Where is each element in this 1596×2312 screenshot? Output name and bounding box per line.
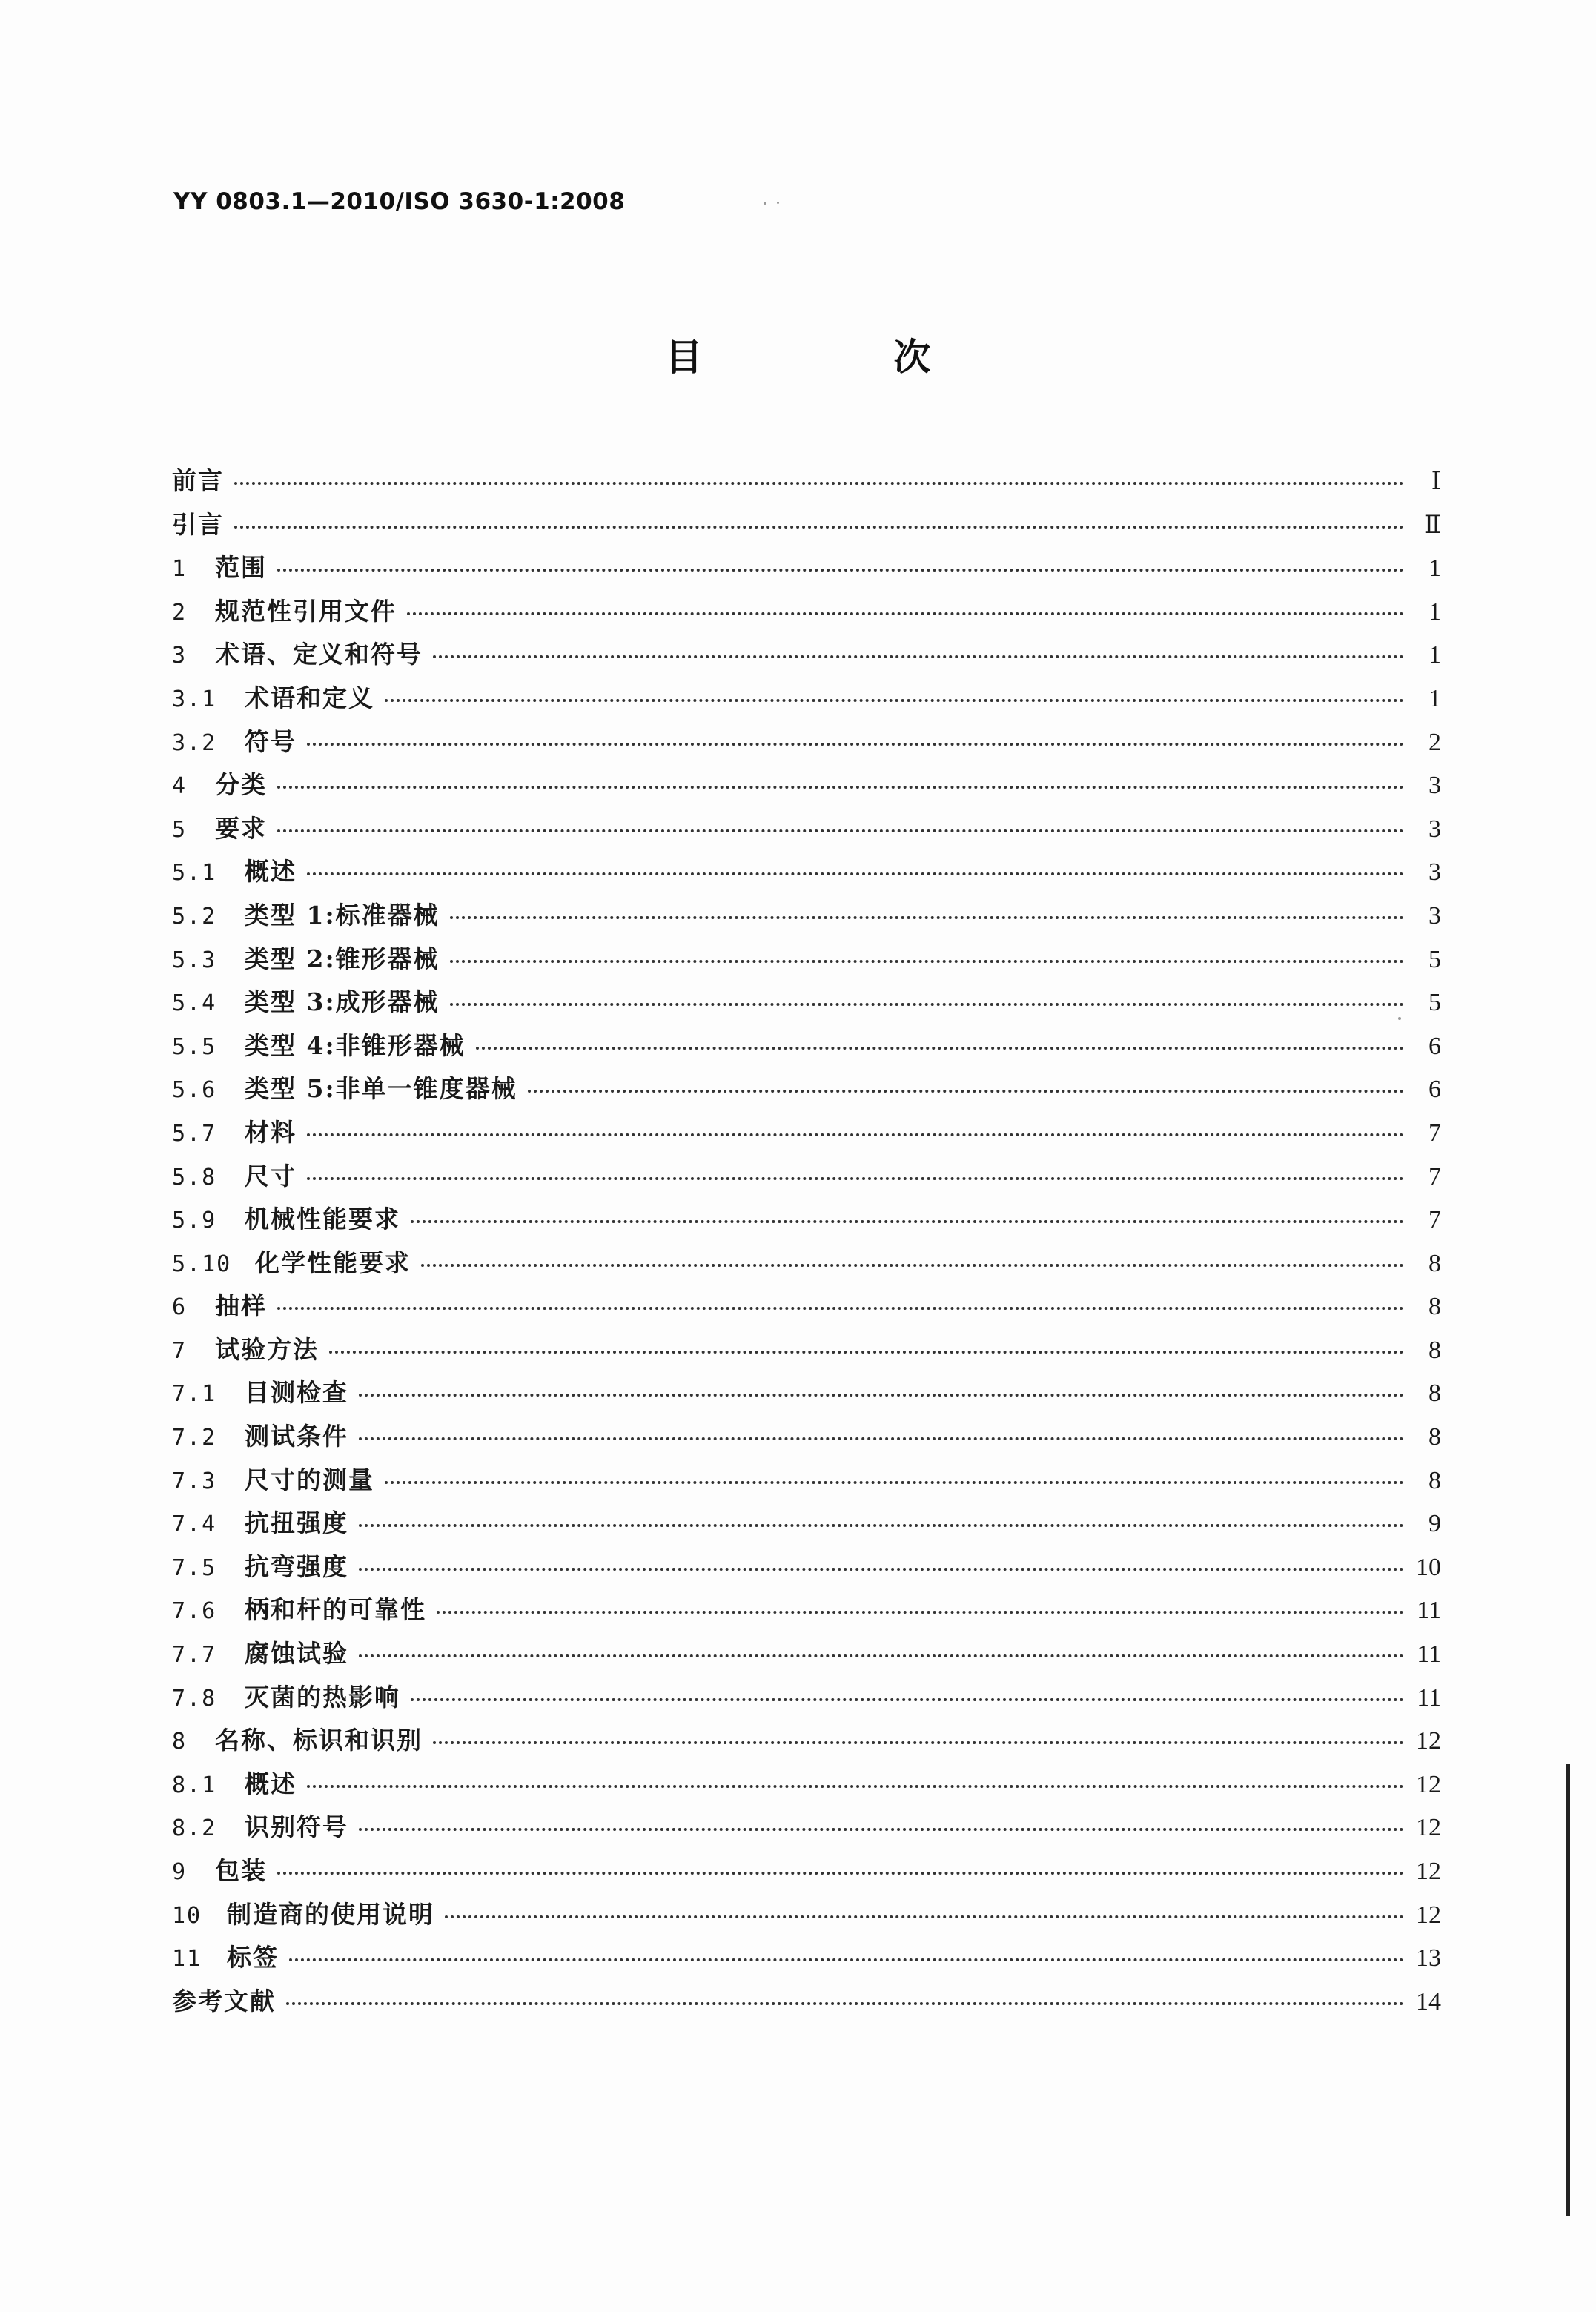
toc-dot-leader xyxy=(385,699,1404,702)
toc-entry[interactable] xyxy=(172,1371,1441,1415)
toc-entry[interactable] xyxy=(172,1632,1441,1676)
toc-entry-number: 3 xyxy=(172,643,188,669)
toc-entry-label: 概述 xyxy=(245,1769,297,1798)
toc-dot-leader xyxy=(359,1828,1404,1831)
toc-entry-label: 类型 4:非锥形器械 xyxy=(245,1030,466,1060)
toc-entry-number: 7.6 xyxy=(172,1598,217,1625)
toc-entry[interactable] xyxy=(172,460,1441,503)
toc-entry-label: 类型 1:标准器械 xyxy=(245,900,440,930)
toc-entry-number: 5.10 xyxy=(172,1251,232,1277)
toc-entry-page-number: 3 xyxy=(1428,772,1441,800)
toc-entry[interactable] xyxy=(172,1676,1441,1720)
toc-entry-page-number: 10 xyxy=(1416,1553,1441,1581)
toc-entry[interactable] xyxy=(172,1285,1441,1328)
toc-entry[interactable] xyxy=(172,1328,1441,1372)
toc-dot-leader xyxy=(307,1133,1404,1136)
scan-speck xyxy=(1398,1017,1401,1020)
toc-dot-leader xyxy=(445,1915,1404,1918)
scan-speck xyxy=(777,202,779,204)
toc-entry[interactable] xyxy=(172,1242,1441,1285)
toc-entry-number: 7.2 xyxy=(172,1425,217,1451)
toc-dot-leader xyxy=(359,1394,1404,1397)
toc-dot-leader xyxy=(359,1524,1404,1527)
toc-dot-leader xyxy=(307,743,1404,746)
toc-dot-leader xyxy=(289,1958,1404,1961)
toc-entry[interactable] xyxy=(172,938,1441,981)
toc-entry[interactable] xyxy=(172,1111,1441,1155)
toc-entry-label: 目测检查 xyxy=(245,1378,348,1408)
toc-dot-leader xyxy=(476,1047,1404,1050)
toc-entry[interactable] xyxy=(172,633,1441,677)
toc-entry-label: 机械性能要求 xyxy=(245,1205,400,1234)
toc-entry-page-number: 6 xyxy=(1428,1032,1441,1060)
toc-entry-label: 前言 xyxy=(172,466,224,495)
toc-dot-leader xyxy=(450,1003,1404,1006)
toc-entry[interactable] xyxy=(172,677,1441,721)
toc-entry-label: 材料 xyxy=(245,1117,297,1147)
toc-entry-label: 抗扭强度 xyxy=(245,1508,348,1538)
toc-entry-label: 试验方法 xyxy=(215,1334,319,1364)
toc-entry-number: 7.1 xyxy=(172,1381,217,1408)
toc-entry-page-number: Ⅰ xyxy=(1431,468,1441,495)
toc-entry-page-number: 7 xyxy=(1428,1119,1441,1147)
toc-entry-label: 柄和杆的可靠性 xyxy=(245,1595,426,1625)
toc-entry-number: 3.1 xyxy=(172,686,217,712)
toc-entry-number: 5.5 xyxy=(172,1033,217,1060)
toc-entry-label: 尺寸 xyxy=(245,1161,297,1190)
toc-entry-number: 6 xyxy=(172,1294,188,1321)
toc-entry-label: 类型 3:成形器械 xyxy=(245,987,440,1017)
toc-entry-label: 包装 xyxy=(215,1856,267,1885)
toc-entry[interactable] xyxy=(172,1024,1441,1068)
toc-dot-leader xyxy=(307,1785,1404,1788)
toc-dot-leader xyxy=(277,829,1404,832)
toc-entry-page-number: 1 xyxy=(1428,597,1441,626)
toc-entry-page-number: 2 xyxy=(1428,728,1441,756)
toc-entry-number: 5.2 xyxy=(172,903,217,930)
toc-entry-page-number: 7 xyxy=(1428,1162,1441,1190)
toc-entry[interactable] xyxy=(172,1067,1441,1111)
toc-dot-leader xyxy=(385,1481,1404,1484)
toc-entry-label: 符号 xyxy=(245,726,297,756)
toc-entry-number: 2 xyxy=(172,599,188,626)
toc-entry-label: 抽样 xyxy=(215,1291,267,1321)
toc-entry-number: 4 xyxy=(172,773,188,800)
toc-entry-page-number: 3 xyxy=(1428,815,1441,843)
toc-entry-label: 类型 5:非单一锥度器械 xyxy=(245,1074,517,1104)
toc-entry-page-number: 5 xyxy=(1428,989,1441,1017)
scan-edge-mark xyxy=(1566,1764,1570,2216)
toc-entry[interactable] xyxy=(172,1155,1441,1199)
toc-entry-number: 8 xyxy=(172,1729,188,1755)
toc-entry-number: 7 xyxy=(172,1337,188,1364)
toc-entry-label: 引言 xyxy=(172,509,224,539)
toc-entry[interactable] xyxy=(172,1502,1441,1546)
toc-entry-number: 5.7 xyxy=(172,1120,217,1147)
toc-entry[interactable] xyxy=(172,1806,1441,1849)
toc-entry-number: 8.2 xyxy=(172,1815,217,1842)
toc-entry-label: 腐蚀试验 xyxy=(245,1639,348,1669)
toc-entry-page-number: 1 xyxy=(1428,684,1441,712)
scan-speck xyxy=(764,202,766,205)
toc-entry[interactable] xyxy=(172,503,1441,547)
table-of-contents xyxy=(172,460,1441,2023)
toc-entry-number: 10 xyxy=(172,1902,202,1929)
toc-entry[interactable] xyxy=(172,1849,1441,1893)
toc-entry-page-number: 13 xyxy=(1416,1944,1441,1973)
toc-entry-page-number: 8 xyxy=(1428,1379,1441,1408)
toc-entry-label: 参考文献 xyxy=(172,1986,276,2015)
toc-dot-leader xyxy=(407,612,1404,615)
toc-entry-number: 1 xyxy=(172,556,188,583)
toc-entry-number: 11 xyxy=(172,1946,202,1973)
toc-dot-leader xyxy=(411,1698,1404,1701)
toc-entry-number: 9 xyxy=(172,1859,188,1885)
toc-entry-page-number: 11 xyxy=(1417,1683,1441,1712)
toc-entry[interactable] xyxy=(172,1415,1441,1459)
toc-entry-label: 识别符号 xyxy=(245,1812,348,1842)
toc-entry-label: 要求 xyxy=(215,813,267,843)
toc-entry-number: 5 xyxy=(172,816,188,843)
toc-dot-leader xyxy=(421,1264,1404,1267)
toc-entry-number: 7.5 xyxy=(172,1554,217,1581)
toc-entry-label: 术语、定义和符号 xyxy=(215,640,423,669)
toc-entry-label: 范围 xyxy=(215,553,267,583)
toc-entry[interactable] xyxy=(172,1936,1441,1980)
toc-dot-leader xyxy=(433,1741,1404,1744)
toc-entry-page-number: Ⅱ xyxy=(1423,511,1441,539)
toc-dot-leader xyxy=(359,1568,1404,1571)
toc-entry-page-number: 9 xyxy=(1428,1510,1441,1538)
toc-dot-leader xyxy=(411,1220,1404,1223)
toc-dot-leader xyxy=(277,786,1404,789)
toc-entry[interactable] xyxy=(172,1198,1441,1242)
toc-entry-number: 7.3 xyxy=(172,1468,217,1494)
toc-entry[interactable] xyxy=(172,721,1441,764)
toc-dot-leader xyxy=(450,960,1404,963)
page-title: 目 次 xyxy=(665,336,1020,379)
toc-entry-page-number: 8 xyxy=(1428,1336,1441,1364)
toc-entry-label: 化学性能要求 xyxy=(255,1248,411,1277)
toc-entry-page-number: 12 xyxy=(1416,1858,1441,1885)
toc-entry-page-number: 8 xyxy=(1428,1423,1441,1451)
toc-entry-page-number: 5 xyxy=(1428,945,1441,973)
toc-entry-page-number: 12 xyxy=(1416,1727,1441,1755)
toc-entry-label: 制造商的使用说明 xyxy=(227,1899,434,1929)
toc-entry[interactable] xyxy=(172,1589,1441,1632)
toc-entry-label: 分类 xyxy=(215,770,267,800)
toc-dot-leader xyxy=(329,1351,1404,1354)
toc-entry-label: 类型 2:锥形器械 xyxy=(245,944,440,973)
toc-entry-label: 抗弯强度 xyxy=(245,1551,348,1581)
toc-entry-number: 5.3 xyxy=(172,947,217,973)
toc-entry-number: 3.2 xyxy=(172,729,217,756)
toc-entry-label: 灭菌的热影响 xyxy=(245,1682,400,1712)
toc-entry-number: 7.4 xyxy=(172,1511,217,1538)
toc-entry-page-number: 7 xyxy=(1428,1206,1441,1234)
toc-entry-number: 5.8 xyxy=(172,1164,217,1190)
toc-entry-page-number: 12 xyxy=(1416,1770,1441,1798)
toc-entry-number: 5.4 xyxy=(172,990,217,1017)
toc-entry[interactable] xyxy=(172,1546,1441,1589)
toc-dot-leader xyxy=(234,526,1404,529)
toc-dot-leader xyxy=(277,1872,1404,1875)
toc-entry[interactable] xyxy=(172,590,1441,634)
toc-entry-page-number: 8 xyxy=(1428,1249,1441,1277)
toc-entry-page-number: 1 xyxy=(1428,554,1441,583)
toc-dot-leader xyxy=(437,1611,1404,1614)
toc-entry-page-number: 11 xyxy=(1417,1597,1441,1625)
toc-entry-label: 名称、标识和识别 xyxy=(215,1726,423,1755)
toc-entry[interactable] xyxy=(172,764,1441,807)
toc-entry[interactable] xyxy=(172,1763,1441,1806)
toc-entry-page-number: 8 xyxy=(1428,1293,1441,1321)
toc-entry[interactable] xyxy=(172,807,1441,851)
toc-entry-page-number: 12 xyxy=(1416,1814,1441,1842)
toc-entry-label: 标签 xyxy=(227,1943,279,1973)
toc-dot-leader xyxy=(277,569,1404,572)
standard-number-header: YY 0803.1—2010/ISO 3630-1:2008 xyxy=(173,188,626,215)
toc-dot-leader xyxy=(234,482,1404,485)
toc-dot-leader xyxy=(359,1437,1404,1440)
toc-entry-page-number: 1 xyxy=(1428,641,1441,669)
toc-entry-page-number: 6 xyxy=(1428,1076,1441,1104)
toc-entry-number: 5.9 xyxy=(172,1208,217,1234)
toc-dot-leader xyxy=(307,1177,1404,1180)
toc-dot-leader xyxy=(450,916,1404,919)
toc-entry-label: 测试条件 xyxy=(245,1422,348,1451)
toc-dot-leader xyxy=(277,1307,1404,1310)
toc-entry-page-number: 11 xyxy=(1417,1640,1441,1669)
toc-dot-leader xyxy=(359,1654,1404,1657)
toc-entry-page-number: 8 xyxy=(1428,1466,1441,1494)
toc-entry-number: 7.7 xyxy=(172,1642,217,1669)
toc-entry[interactable] xyxy=(172,981,1441,1024)
toc-entry-label: 概述 xyxy=(245,857,297,887)
toc-entry-number: 5.1 xyxy=(172,860,217,887)
toc-entry[interactable] xyxy=(172,1893,1441,1937)
toc-entry[interactable] xyxy=(172,850,1441,894)
toc-dot-leader xyxy=(286,2002,1404,2005)
toc-entry-number: 7.8 xyxy=(172,1685,217,1712)
toc-entry-label: 术语和定义 xyxy=(245,683,374,712)
toc-entry[interactable] xyxy=(172,1719,1441,1763)
toc-entry-label: 规范性引用文件 xyxy=(215,596,397,626)
toc-dot-leader xyxy=(307,872,1404,875)
toc-entry-number: 8.1 xyxy=(172,1772,217,1798)
toc-entry-page-number: 3 xyxy=(1428,858,1441,887)
toc-entry[interactable] xyxy=(172,894,1441,938)
toc-entry-page-number: 3 xyxy=(1428,901,1441,930)
toc-entry-page-number: 12 xyxy=(1416,1901,1441,1929)
toc-dot-leader xyxy=(433,655,1404,658)
toc-entry-number: 5.6 xyxy=(172,1077,217,1104)
toc-dot-leader xyxy=(528,1090,1404,1093)
toc-entry-label: 尺寸的测量 xyxy=(245,1465,374,1494)
toc-entry[interactable] xyxy=(172,1459,1441,1503)
toc-entry-page-number: 14 xyxy=(1416,1987,1441,2015)
toc-entry[interactable] xyxy=(172,1980,1441,2024)
toc-entry[interactable] xyxy=(172,546,1441,590)
